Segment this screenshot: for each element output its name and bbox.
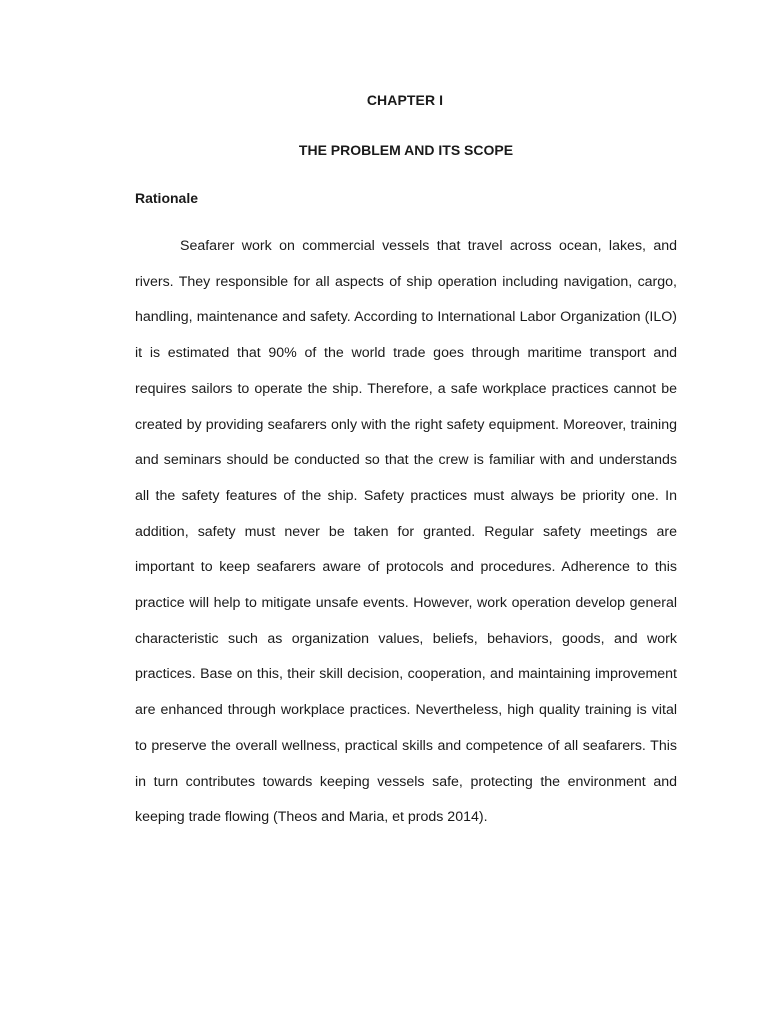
rationale-paragraph: Seafarer work on commercial vessels that travel across ocean, lakes, and rivers. They responsible for all aspects of ship operation including navigation, cargo, handling, maintenance and safety. According to International Labor Organization (ILO) it is estimated that 90% of the world trade goes through maritime transport and requires sailors to operate the ship. Therefore, a safe workplace practices cannot be created by providing seafarers only with the right safety equipment. Moreover, training and seminars should be conducted so that the crew is familiar with and understands all the safety features of the ship. Safety practices must always be priority one. In addition, safety must never be taken for granted. Regular safety meetings are important to keep seafarers aware of protocols and procedures. Adherence to this practice will help to mitigate unsafe events. However, work operation develop general characteristic such as organization values, beliefs, behaviors, goods, and work practices. Base on this, their skill decision, cooperation, and maintaining improvement are enhanced through workplace practices. Nevertheless, high quality training is vital to preserve the overall wellness, practical skills and competence of all seafarers. This in turn contributes towards keeping vessels safe, protecting the environment and keeping trade flowing (Theos and Maria, et prods 2014). <box>135 238 677 826</box>
section-heading: Rationale <box>135 190 199 206</box>
chapter-label: CHAPTER I <box>366 92 444 108</box>
chapter-title: THE PROBLEM AND ITS SCOPE <box>298 142 514 158</box>
